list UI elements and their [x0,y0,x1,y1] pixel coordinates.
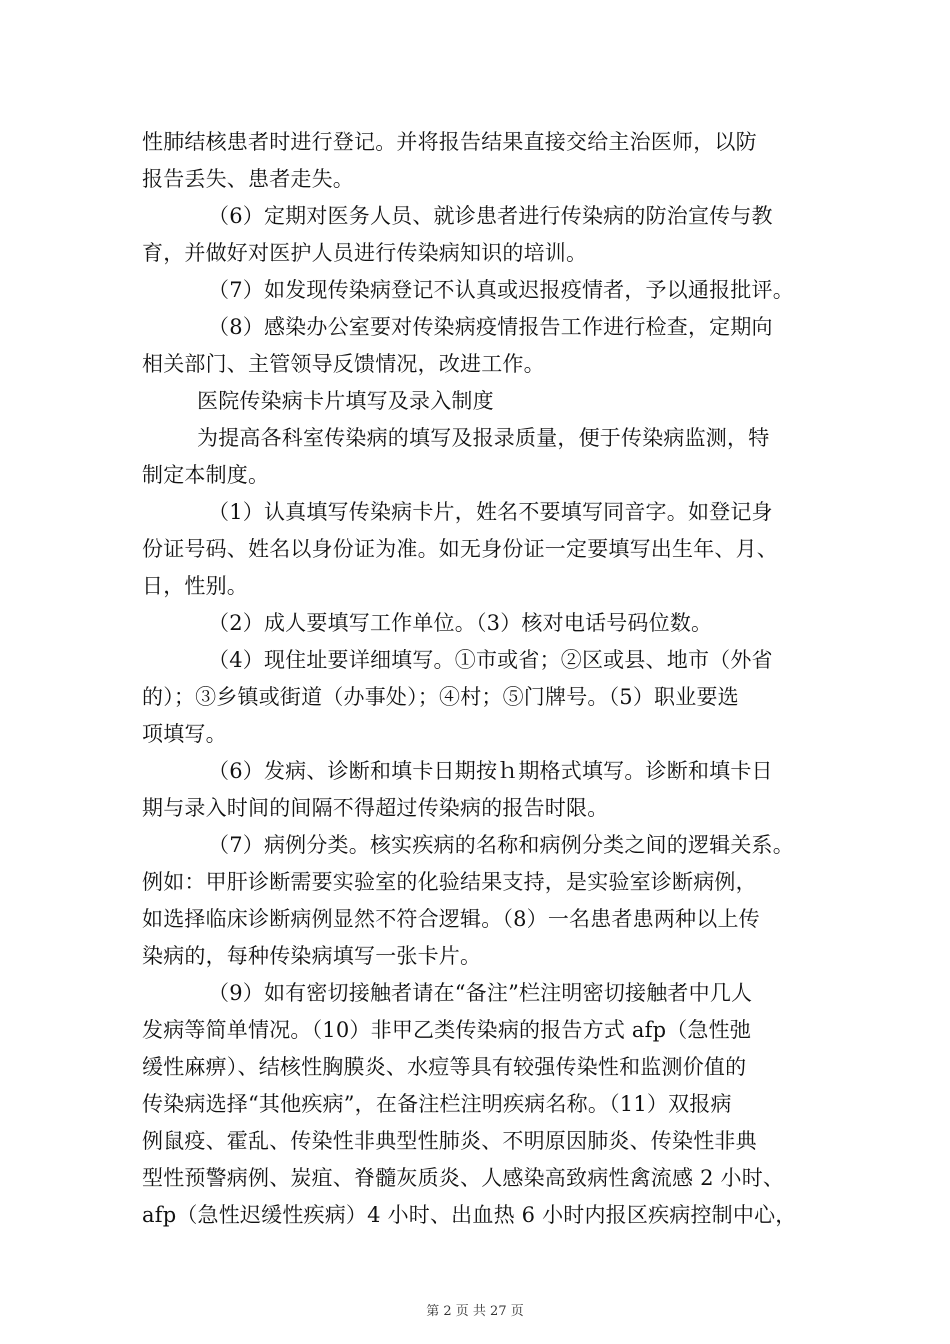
text-line: 例如：甲肝诊断需要实验室的化验结果支持，是实验室诊断病例， [142,870,757,894]
text-line: 项填写。 [142,722,227,746]
text-line: afp（急性迟缓性疾病）4 小时、出血热 6 小时内报区疾病控制中心， [142,1203,797,1227]
text-line: 制定本制度。 [142,463,270,487]
text-line: 发病等简单情况。（10）非甲乙类传染病的报告方式 afp（急性弛 [142,1018,752,1042]
text-line: 如选择临床诊断病例显然不符合逻辑。（8）一名患者患两种以上传 [142,907,760,931]
text-line: （7）如发现传染病登记不认真或迟报疫情者，予以通报批评。 [208,278,794,302]
text-line: 育，并做好对医护人员进行传染病知识的培训。 [142,241,588,265]
text-line: 例鼠疫、霍乱、传染性非典型性肺炎、不明原因肺炎、传染性非典 [142,1129,757,1153]
text-line: （9）如有密切接触者请在“备注”栏注明密切接触者中几人 [208,981,753,1005]
text-line: 性肺结核患者时进行登记。并将报告结果直接交给主治医师，以防 [142,130,757,154]
text-line: （2）成人要填写工作单位。（3）核对电话号码位数。 [208,611,713,635]
text-line: 期与录入时间的间隔不得超过传染病的报告时限。 [142,796,609,820]
text-line: （6）发病、诊断和填卡日期按ｈ期格式填写。诊断和填卡日 [208,759,773,783]
text-line: 缓性麻痹）、结核性胸膜炎、水痘等具有较强传染性和监测价值的 [142,1055,747,1079]
text-line: （4）现住址要详细填写。①市或省；②区或县、地市（外省 [208,648,773,672]
text-line: 传染病选择“其他疾病”，在备注栏注明疾病名称。（11）双报病 [142,1092,732,1116]
text-line: （6）定期对医务人员、就诊患者进行传染病的防治宣传与教 [208,204,773,228]
document-body [142,124,822,1234]
text-line: 日，性别。 [142,574,248,598]
text-line: 相关部门、主管领导反馈情况，改进工作。 [142,352,545,376]
text-line: （7）病例分类。核实疾病的名称和病例分类之间的逻辑关系。 [208,833,794,857]
text-line: 医院传染病卡片填写及录入制度 [197,389,494,413]
text-line: 的）；③乡镇或街道（办事处）；④村；⑤门牌号。（5）职业要选 [142,685,739,709]
text-line: 为提高各科室传染病的填写及报录质量，便于传染病监测，特 [197,426,770,450]
text-line: 型性预警病例、炭疽、脊髓灰质炎、人感染高致病性禽流感 2 小时、 [142,1166,785,1190]
text-line: （8）感染办公室要对传染病疫情报告工作进行检查，定期向 [208,315,773,339]
text-line: 报告丢失、患者走失。 [142,167,354,191]
text-line: （1）认真填写传染病卡片，姓名不要填写同音字。如登记身 [208,500,773,524]
page-number-footer: 第 2 页 共 27 页 [426,1304,524,1319]
text-line: 染病的，每种传染病填写一张卡片。 [142,944,482,968]
text-line: 份证号码、姓名以身份证为准。如无身份证一定要填写出生年、月、 [142,537,778,561]
